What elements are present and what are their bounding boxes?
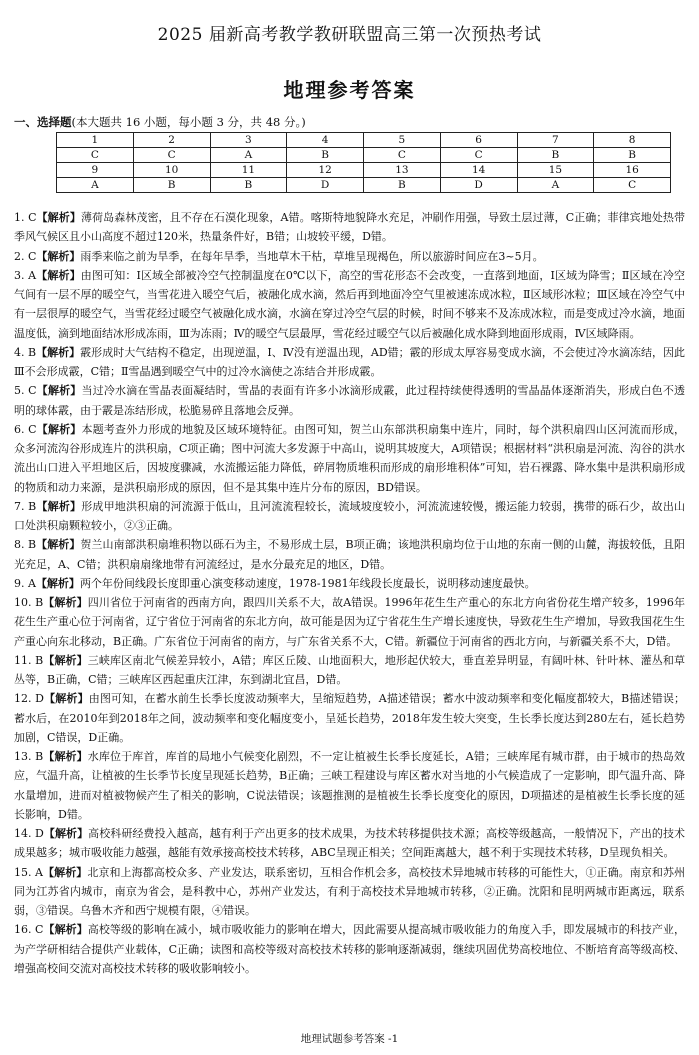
explanation-item [14, 343, 685, 382]
question-number-cell: 9 [57, 163, 134, 178]
analysis-tag: 【解析】 [36, 268, 81, 282]
explanation-item [14, 381, 685, 420]
answer-table [56, 132, 671, 193]
item-number: 11. B [14, 653, 44, 667]
exam-title: 2025 届新高考教学教研联盟高三第一次预热考试 [157, 25, 542, 45]
item-number: 4. B [14, 345, 37, 359]
answer-cell: A [517, 178, 594, 193]
analysis-tag: 【解析】 [36, 422, 82, 436]
item-number: 14. D [14, 827, 44, 840]
item-number: 3. A [14, 268, 37, 282]
item-text: 两个年份间线段长度即重心演变移动速度，1978-1981年线段长度最长，说明移动速度最快。 [79, 576, 536, 590]
explanation-item [14, 247, 685, 266]
item-number: 7. B [14, 499, 37, 513]
analysis-tag: 【解析】 [35, 576, 80, 590]
analysis-tag: 【解析】 [43, 653, 88, 667]
explanation-item [14, 824, 685, 863]
item-number: 2. C [14, 249, 37, 263]
explanation-item [14, 497, 685, 536]
question-number-cell: 12 [287, 163, 364, 178]
question-number-cell: 5 [364, 133, 441, 148]
question-number-cell: 7 [517, 133, 594, 148]
answer-cell: C [364, 148, 441, 163]
analysis-tag: 【解析】 [43, 692, 89, 706]
answer-cell: A [210, 148, 287, 163]
question-number-cell: 10 [133, 163, 210, 178]
item-number: 5. C [14, 384, 37, 398]
answer-cell: B [364, 178, 441, 193]
question-number-cell: 14 [440, 163, 517, 178]
page-footer: 地理试题参考答案 -1 [300, 1033, 399, 1045]
answer-cell: C [594, 178, 671, 193]
answer-cell: D [287, 178, 364, 193]
explanation-item [14, 208, 685, 247]
explanation-item [14, 863, 685, 921]
item-text: 高校科研经费投入越高，越有利于产出更多的技术成果，为技术转移提供技术源；高校等级越高，一般情况下，产出的技术成果越多；城市吸收能力越强，越能有效承接高校技术转移，ABC呈现正相关；空间距离越大，越不利于实现技术转移，D呈现负相关。 [14, 827, 686, 860]
item-number: 15. A [14, 865, 44, 879]
question-number-cell: 8 [594, 133, 671, 148]
answer-cell: B [133, 178, 210, 193]
question-number-cell: 3 [210, 133, 287, 148]
item-text: 当过冷水滴在雪晶表面凝结时，雪晶的表面有许多小冰滴形成霰，此过程持续使得透明的雪晶晶体逐渐消失，形成白色不透明的球体霰，由于霰是冻结形成，松脆易碎且落地会反弹。 [14, 384, 685, 417]
explanation-item [14, 574, 685, 593]
answer-cell: B [287, 148, 364, 163]
item-text: 贺兰山南部洪积扇堆积物以砾石为主，不易形成土层，B项正确；该地洪积扇均位于山地的东南一侧的山麓，海拔较低，且阳光充足，A、C错；洪积扇扇缘地带有河流经过，是水分最充足的地区，D错。 [14, 538, 685, 571]
section-title: 一、选择题 [14, 115, 72, 129]
section-note: (本大题共 16 小题，每小题 3 分，共 48 分。) [71, 115, 306, 129]
item-number: 16. C [14, 923, 44, 937]
answer-cell: C [57, 148, 134, 163]
analysis-tag: 【解析】 [36, 249, 81, 263]
item-text: 四川省位于河南省的西南方向，跟四川关系不大，故A错误。1996年花生生产重心的东北方向省份花生增产较多，1996年花生生产重心位于河南省，辽宁省位于河南省的东北方向，故可能是因为辽宁省花生生产增长速度快，导致花生生产增加，导致我国花生生产重心向东北移动，B正确。广东省位于河南省的南方，与广东省关系不大，C错。新疆位于河南省的西北方向，与新疆关系不大，D错。 [14, 596, 686, 648]
item-text: 薄荷岛森林茂密，且不存在石漠化现象，A错。喀斯特地貌降水充足，冲刷作用强，导致土层过薄，C正确；菲律宾地处热带季风气候区且小山高度不超过120米，热量条件好，B错；山坡较平缓，D错。 [14, 211, 685, 244]
analysis-tag: 【解析】 [36, 345, 81, 359]
analysis-tag: 【解析】 [43, 750, 88, 763]
answer-cell: B [210, 178, 287, 193]
answer-table-answer-row [57, 178, 671, 193]
item-text: 雨季来临之前为旱季，在每年旱季，当地草木干枯，草堆呈现褐色，所以旅游时间应在3~5月。 [80, 249, 544, 263]
answer-cell: B [594, 148, 671, 163]
explanation-item [14, 651, 685, 690]
item-text: 由图可知，在蓄水前生长季长度波动频率大，呈缩短趋势，A描述错误；蓄水中波动频率和变化幅度都较大，B描述错误；蓄水后，在2010年到2018年之间，波动频率和变化幅度变小，呈延长趋势，2018年发生较大突变，生长季长度达到280左右，延长趋势加剧，C错误，D正确。 [14, 692, 685, 744]
explanation-list [14, 208, 685, 978]
item-text: 由图可知：Ⅰ区域全部被冷空气控制温度在0℃以下，高空的雪花形态不会改变，一直落到地面，Ⅰ区域为降雪；Ⅱ区域在冷空气间有一层不厚的暖空气，当雪花进入暖空气后，被融化成水滴，然后再到地面冷空气里被速冻成冰粒，Ⅱ区域形冰粒；Ⅲ区域在冷空气中有一层很厚的暖空气，当雪花经过暖空气被融化成水滴，水滴在穿过冷空气层的时候，时间不够来不及冻成冰粒，而是变成过冷水滴，地面温度低，滴到地面结冰形成冻雨，Ⅲ为冻雨；Ⅳ的暖空气层最厚，雪花经过暖空气以后被融化成水降到地面形成雨，Ⅳ区域降雨。 [14, 268, 686, 340]
answer-cell: C [133, 148, 210, 163]
question-number-cell: 1 [57, 133, 134, 148]
question-number-cell: 16 [594, 163, 671, 178]
question-number-cell: 4 [287, 133, 364, 148]
answer-cell: D [440, 178, 517, 193]
item-number: 6. C [14, 422, 37, 436]
question-number-cell: 11 [210, 163, 287, 178]
analysis-tag: 【解析】 [36, 538, 81, 552]
explanation-item [14, 689, 685, 747]
answer-cell: B [517, 148, 594, 163]
question-number-cell: 15 [517, 163, 594, 178]
analysis-tag: 【解析】 [43, 596, 88, 609]
item-number: 9. A [14, 576, 36, 590]
answer-cell: C [440, 148, 517, 163]
analysis-tag: 【解析】 [36, 384, 82, 398]
explanation-item [14, 920, 685, 978]
item-text: 霰形成时大气结构不稳定，出现逆温，Ⅰ、Ⅳ没有逆温出现，AD错；霰的形成太厚容易变成水滴，不会使过冷水滴冻结，因此Ⅲ不会形成霰，C错；Ⅱ雪晶遇到暖空气中的过冷水滴使之冻结合并形成霰。 [14, 345, 686, 378]
answer-table-number-row [57, 163, 671, 178]
item-text: 三峡库区南北气候差异较小，A错；库区丘陵、山地面积大，地形起伏较大，垂直差异明显，有阔叶林、针叶林、灌丛和草丛等，B正确，C错；三峡库区西起重庆江津，东到湖北宜昌，D错。 [14, 653, 685, 686]
answer-table-number-row [57, 133, 671, 148]
explanation-item [14, 747, 685, 824]
item-text: 形成甲地洪积扇的河流源于低山，且河流流程较长，流域坡度较小，河流流速较慢，搬运能力较弱，携带的砾石少，故出山口处洪积扇颗粒较小，②③正确。 [14, 499, 686, 532]
analysis-tag: 【解析】 [43, 865, 88, 879]
question-number-cell: 6 [440, 133, 517, 148]
explanation-item [14, 535, 685, 574]
item-number: 10. B [14, 596, 44, 609]
analysis-tag: 【解析】 [43, 827, 89, 840]
item-text: 水库位于库首，库首的局地小气候变化剧烈，不一定让植被生长季长度延长，A错；三峡库尾有城市群，由于城市的热岛效应，气温升高，让植被的生长季节长度呈现延长趋势，B正确；三峡工程建设与库区蓄水对当地的小气候造成了一定影响，即气温升高、降水量增加，进而对植被物候产生了相关的影响，C说法错误；该题推测的是植被生长季长度变化的原因，D项描述的是植被生长季长度的延长影响，D错。 [14, 750, 685, 821]
analysis-tag: 【解析】 [36, 499, 82, 513]
question-number-cell: 2 [133, 133, 210, 148]
item-number: 12. D [14, 692, 44, 706]
item-number: 13. B [14, 750, 44, 763]
item-number: 1. C [14, 211, 37, 224]
item-number: 8. B [14, 538, 37, 552]
answer-cell: A [57, 178, 134, 193]
analysis-tag: 【解析】 [43, 923, 88, 937]
section-heading [14, 114, 306, 130]
question-number-cell: 13 [364, 163, 441, 178]
item-text: 本题考查外力形成的地貌及区域环境特征。由图可知，贺兰山东部洪积扇集中连片，同时，每个洪积扇四山区河流而形成，众多河流沟谷形成连片的洪积扇，C项正确；图中河流大多发源于中高山，说明其坡度大，A项错误；根据材料“洪积扇是河流、沟谷的洪水流出山口进入平坦地区后，因坡度骤减，水流搬运能力降低，碎屑物质堆积而形成的扇形堆积体”可知，岩石裸露、降水集中是洪积扇形成的物质和动力来源，是洪积扇形成的原因，但不是其集中连片分布的原因，BD错误。 [14, 422, 685, 494]
item-text: 北京和上海都高校众多、产业发达，联系密切，互相合作机会多，高校技术异地城市转移的可能性大，①正确。南京和苏州同为江苏省内城市，南京为省会，是科教中心，苏州产业发达，有利于高校技术异地城市转移，②正确。沈阳和昆明两城市距离远，联系弱，③错误。乌鲁木齐和西宁规模有限，④错误。 [14, 865, 686, 917]
analysis-tag: 【解析】 [36, 211, 81, 224]
explanation-item [14, 420, 685, 497]
explanation-item [14, 266, 685, 343]
item-text: 高校等级的影响在减小，城市吸收能力的影响在增大，因此需要从提高城市吸收能力的角度入手，即发展城市的科技产业，为产学研相结合提供产业载体，C正确；读图和高校等级对高校技术转移的影响逐渐减弱，继续巩固优势高校地位、不断培育高等级高校、增强高校间交流对高校技术转移的吸收影响较小。 [14, 923, 685, 975]
answer-table-answer-row [57, 148, 671, 163]
explanation-item [14, 593, 685, 651]
document-title: 地理参考答案 [283, 78, 416, 102]
